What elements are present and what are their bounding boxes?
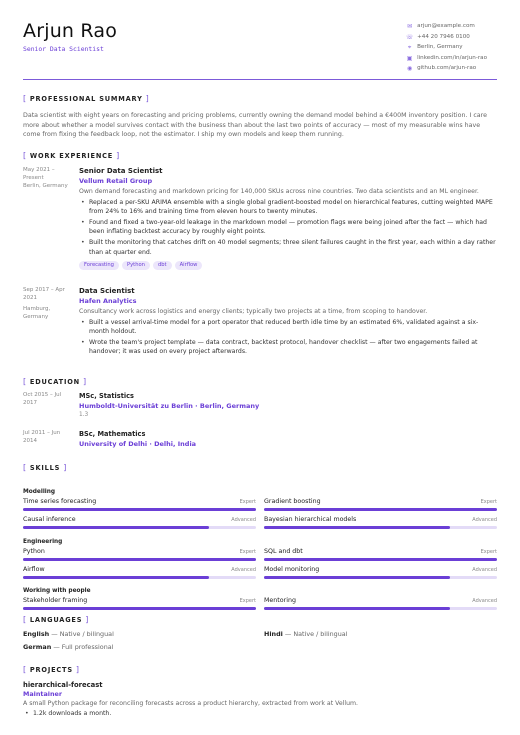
projects-section [23,665,497,727]
summary-text: Data scientist with eight years on forecasting and pricing problems, currently owning the demand model behind a €400M inventory position. I care more about whether a model survives contact with the business than about the last two points of accuracy — most of my measurable wins have come from fixing the feedback loop, not the estimator. I ship my own models and keep them running. [23,111,487,139]
job-bullet: • Wrote the team's project template — data contract, backtest protocol, handover checklist — after two engagements failed at handover; it was used on every project afterwards. [79,338,497,357]
degree: BSc, Mathematics [79,430,146,438]
contact-phone-text: +44 20 7946 0100 [417,33,470,40]
skill-item [23,597,256,606]
education-dates: Oct 2015 – Jul 2017 [23,392,62,406]
job-location: Hamburg, Germany [23,305,51,320]
skill-bar-track [264,558,497,561]
job-title: Senior Data Scientist [79,167,163,175]
contact-linkedin-text: linkedin.com/in/arjun-rao [417,54,487,61]
contact-location [406,43,487,54]
skill-level: Advanced [472,597,497,604]
tag: Python [122,261,150,270]
skill-name: Gradient boosting [264,497,321,505]
location-icon: ⌖ [407,44,412,52]
summary-section [23,94,497,140]
job-description: Consultancy work across logistics and energy clients; typically two projects at a time, from scoping to handover. [79,308,428,316]
skill-bar-fill [23,526,209,529]
job-dates [23,287,73,322]
skill-level: Expert [239,597,256,604]
section-title: [ LANGUAGES ] [23,615,90,624]
skill-item [264,498,497,507]
experience-section [23,151,497,366]
skill-item [264,566,497,575]
education-section [23,377,497,452]
skill-name: Time series forecasting [23,497,97,505]
project-bullet: • 1.2k downloads a month. [23,709,497,719]
section-title: [ SKILLS ] [23,463,68,472]
skill-bar-track [264,526,497,529]
project-role: Maintainer [23,689,63,698]
job-bullet: • Built a vessel arrival-time model for a port operator that reduced berth idle time by an estimated 6%, validated against a six-month holdout. [79,318,497,337]
job-dates [23,167,73,191]
skill-bar-fill [23,607,256,610]
skill-bar-fill [23,576,209,579]
skill-item [264,548,497,557]
skill-group-title: Engineering [23,538,63,545]
skill-level: Advanced [472,516,497,523]
education-dates: Jul 2011 – Jun 2014 [23,430,61,444]
skill-bar-fill [23,558,256,561]
skill-bar-track [23,526,256,529]
job-date-range: May 2021 – Present [23,167,55,181]
skill-level: Expert [480,548,497,555]
skill-bar-fill [264,558,497,561]
language-item: Hindi — Native / bilingual [264,630,348,638]
contact-list [406,22,487,75]
contact-location-text: Berlin, Germany [417,44,463,51]
section-title: [ PROJECTS ] [23,665,80,674]
person-name: Arjun Rao [23,20,118,42]
language-item: English — Native / bilingual [23,630,114,638]
skill-bar-track [23,508,256,511]
project-entry [23,681,497,719]
phone-icon: ☏ [405,33,414,41]
grade: 1.3 [79,411,89,418]
tag: dbt [153,261,172,270]
job-company: Vellum Retail Group [79,177,153,186]
job-date-range: Sep 2017 – Apr 2021 [23,287,65,301]
skill-group-title: Working with people [23,587,91,594]
skill-item [23,498,256,507]
skill-bar-fill [264,526,450,529]
skill-name: Bayesian hierarchical models [264,515,357,523]
skill-bar-track [264,576,497,579]
skill-name: Stakeholder framing [23,596,88,604]
job-bullet: • Built the monitoring that catches drift on 40 model segments; three silent failures caught in the first year, each within a day rather than at quarter end. [79,238,497,257]
skill-name: Model monitoring [264,565,320,573]
contact-github-text: github.com/arjun-rao [417,65,477,72]
skill-level: Expert [239,548,256,555]
skills-section [23,463,497,603]
skill-bar-track [23,576,256,579]
job-description: Own demand forecasting and markdown pricing for 140,000 SKUs across nine countries. Two data scientists and an ML engineer. [79,188,479,196]
skill-level: Expert [239,498,256,505]
resume-header [23,20,497,80]
degree: MSc, Statistics [79,392,134,400]
languages-section [23,615,497,655]
skill-level: Advanced [472,566,497,573]
project-description: A small Python package for reconciling forecasts across a product hierarchy, extracted from work at Vellum. [23,699,359,707]
skill-item [23,548,256,557]
contact-github[interactable] [406,64,487,75]
person-role: Senior Data Scientist [23,44,104,53]
skill-item [264,597,497,606]
job-title: Data Scientist [79,287,135,295]
contact-phone[interactable] [406,33,487,44]
mail-icon: ✉ [407,23,413,31]
skill-bar-fill [264,607,450,610]
skill-name: Airflow [23,565,45,573]
skill-bar-fill [23,508,256,511]
skill-bar-track [264,508,497,511]
contact-email-text: arjun@example.com [417,23,475,30]
tag: Airflow [175,261,203,270]
skill-group-title: Modelling [23,488,56,495]
skill-name: Causal inference [23,515,76,523]
skill-item [264,516,497,525]
linkedin-icon: ▣ [406,54,413,62]
skill-level: Expert [480,498,497,505]
skill-bar-track [23,607,256,610]
job-company: Hafen Analytics [79,297,137,306]
skill-bar-track [23,558,256,561]
skill-name: SQL and dbt [264,547,303,555]
skill-name: Python [23,547,45,555]
contact-linkedin[interactable] [406,54,487,65]
language-item: German — Full professional [23,643,114,651]
skill-bar-track [264,607,497,610]
skill-name: Mentoring [264,596,296,604]
job-bullet: • Found and fixed a two-year-old leakage in the markdown model — promotion flags were being joined after the fact — which had been inflating backtest accuracy by roughly eight points. [79,218,497,237]
section-title: [ WORK EXPERIENCE ] [23,151,121,160]
tag: Forecasting [79,261,119,270]
skill-item [23,566,256,575]
section-title: [ PROFESSIONAL SUMMARY ] [23,94,150,103]
github-icon: ◉ [406,65,413,73]
skill-bar-fill [264,508,497,511]
contact-email[interactable] [406,22,487,33]
school: Humboldt-Universität zu Berlin · Berlin, Germany [79,401,260,410]
school: University of Delhi · Delhi, India [79,439,197,448]
skill-bar-fill [264,576,450,579]
skill-level: Advanced [231,566,256,573]
project-name: hierarchical-forecast [23,680,103,689]
section-title: [ EDUCATION ] [23,377,87,386]
job-location: Berlin, Germany [23,182,68,189]
job-bullet: • Replaced a per-SKU ARIMA ensemble with a single global gradient-boosted model on hierarchical features, cutting weighted MAPE from 24% to 16% and training time from eleven hours to twenty minutes. [79,198,497,217]
job-tags [79,261,497,270]
skill-level: Advanced [231,516,256,523]
skill-item [23,516,256,525]
